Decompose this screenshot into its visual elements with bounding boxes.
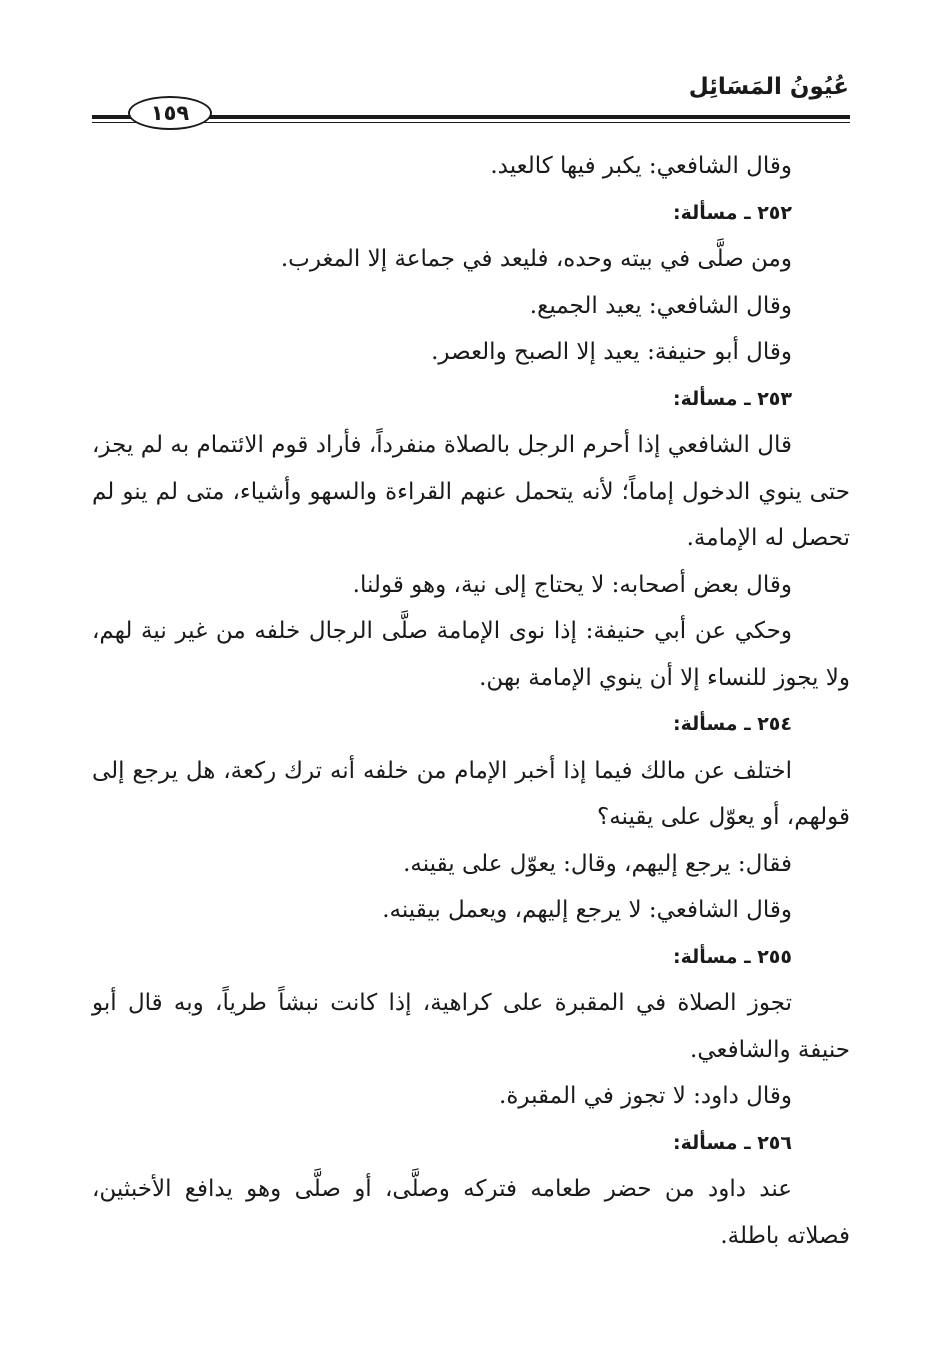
paragraph: فقال: يرجع إليهم، وقال: يعوّل على يقينه.	[403, 850, 792, 877]
paragraph: اختلف عن مالك فيما إذا أخبر الإمام من خلفه أنه ترك ركعة، هل يرجع إلى قولهم، أو يعوّل على يقينه؟	[92, 757, 850, 830]
paragraph: وحكي عن أبي حنيفة: إذا نوى الإمامة صلَّى الرجال خلفه من غير نية لهم، ولا يجوز للنساء إلا أن ينوي الإمامة بهن.	[92, 618, 850, 691]
issue-heading-252: ٢٥٢ ـ مسألة:	[672, 201, 792, 224]
paragraph: تجوز الصلاة في المقبرة على كراهية، إذا كانت نبشاً طرياً، وبه قال أبو حنيفة والشافعي.	[92, 990, 850, 1063]
header-rule-thin	[92, 122, 850, 123]
paragraph: وقال الشافعي: لا يرجع إليهم، ويعمل بيقينه.	[382, 897, 792, 923]
paragraph: وقال أبو حنيفة: يعيد إلا الصبح والعصر.	[431, 339, 792, 365]
paragraph: وقال الشافعي: يكبر فيها كالعيد.	[490, 153, 792, 179]
paragraph: وقال الشافعي: يعيد الجميع.	[529, 292, 792, 319]
issue-heading-256: ٢٥٦ ـ مسألة:	[672, 1131, 792, 1154]
paragraph: قال الشافعي إذا أحرم الرجل بالصلاة منفرداً، فأراد قوم الائتمام به لم يجز، حتى ينوي الدخول إماماً؛ لأنه يتحمل عنهم القراءة والسهو وأشياء، متى لم ينو لم تحصل له الإمامة.	[92, 432, 850, 551]
page-body	[92, 143, 850, 1259]
paragraph: وقال داود: لا تجوز في المقبرة.	[499, 1083, 792, 1109]
issue-heading-254: ٢٥٤ ـ مسألة:	[672, 713, 792, 735]
paragraph: وقال بعض أصحابه: لا يحتاج إلى نية، وهو قولنا.	[352, 571, 792, 598]
running-title: عُيُونُ المَسَائِل	[688, 74, 849, 100]
issue-heading-253: ٢٥٣ ـ مسألة:	[672, 387, 792, 410]
page-number-badge: ١٥٩	[128, 96, 212, 130]
issue-heading-255: ٢٥٥ ـ مسألة:	[672, 945, 792, 968]
paragraph: ومن صلَّى في بيته وحده، فليعد في جماعة إلا المغرب.	[280, 246, 792, 272]
paragraph: عند داود من حضر طعامه فتركه وصلَّى، أو صلَّى وهو يدافع الأخبثين، فصلاته باطلة.	[92, 1176, 850, 1249]
